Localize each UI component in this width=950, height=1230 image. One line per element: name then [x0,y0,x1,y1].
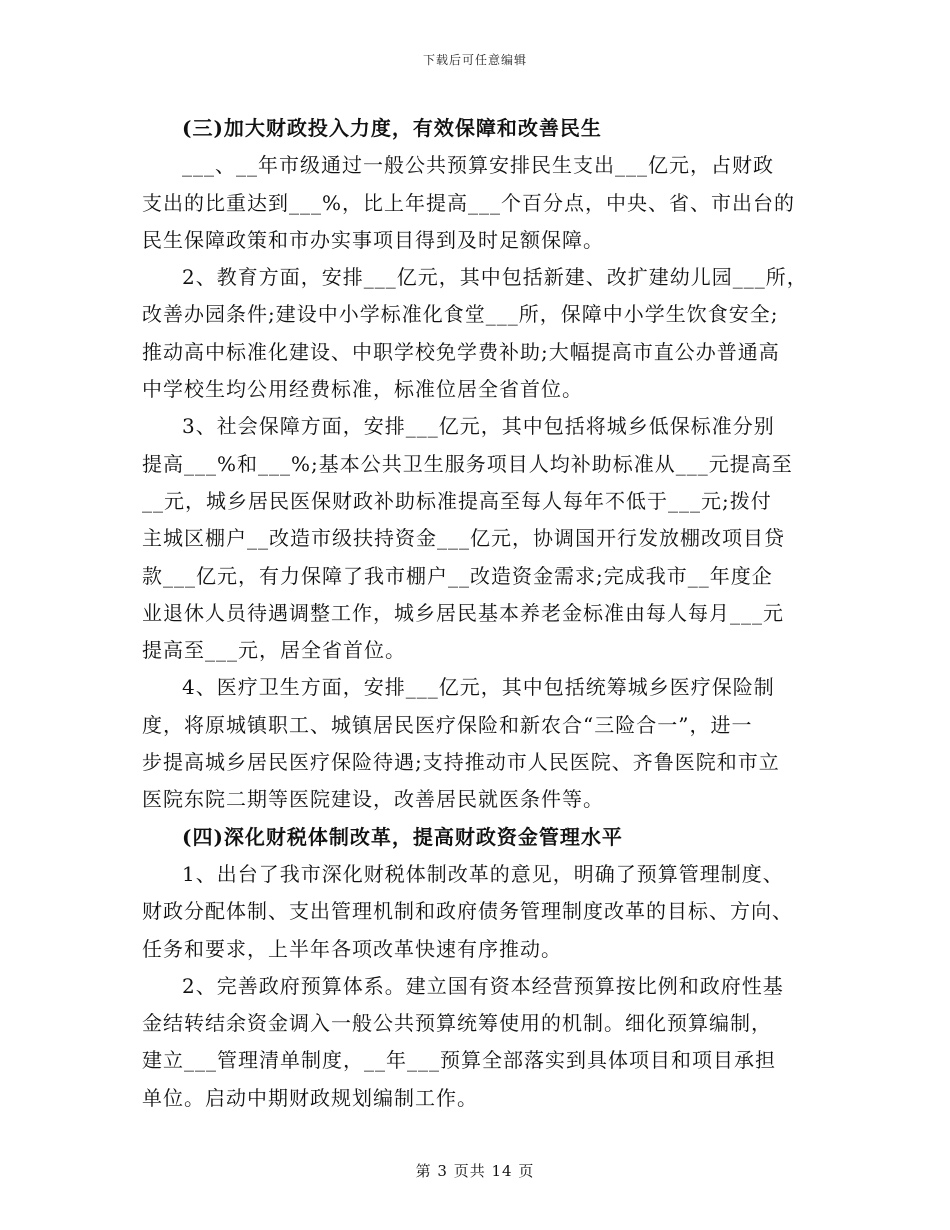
text-line: 1、出台了我市深化财税体制改革的意见，明确了预算管理制度、 [182,861,784,886]
text-line: 支出的比重达到___%，比上年提高___个百分点，中央、省、市出台的 [142,190,796,215]
text-line: 4、医疗卫生方面，安排___亿元，其中包括统筹城乡医疗保险制 [182,675,775,700]
text-line: __元，城乡居民医保财政补助标准提高至每人每年不低于___元;拨付 [142,488,772,513]
text-line: 财政分配体制、支出管理机制和政府债务管理制度改革的目标、方向、 [142,899,793,924]
text-line: 改善办园条件;建设中小学标准化食堂___所，保障中小学生饮食安全; [142,302,779,327]
text-line: 提高至___元，居全省首位。 [142,638,406,663]
text-line: 业退休人员待遇调整工作，城乡居民基本养老金标准由每人每月___元 [142,600,784,625]
section-heading: (四)深化财税体制改革，提高财政资金管理水平 [182,824,623,849]
page-header: 下载后可任意编辑 [422,53,527,67]
document-body [142,110,808,1117]
text-line: 任务和要求，上半年各项改革快速有序推动。 [142,936,562,961]
page-number-footer: 第 3 页共 14 页 [415,1162,535,1180]
text-line: 步提高城乡居民医疗保险待遇;支持推动市人民医院、齐鲁医院和市立 [142,750,780,775]
text-line: 金结转结余资金调入一般公共预算统筹使用的机制。细化预算编制， [142,1011,772,1036]
text-line: 单位。启动中期财政规划编制工作。 [142,1085,478,1110]
text-line: 3、社会保障方面，安排___亿元，其中包括将城乡低保标准分别 [182,414,775,439]
text-line: 提高___%和___%;基本公共卫生服务项目人均补助标准从___元提高至 [142,451,793,476]
text-line: 主城区棚户__改造市级扶持资金___亿元，协调国开行发放棚改项目贷 [142,526,785,551]
text-line: 建立___管理清单制度，__年___预算全部落实到具体项目和项目承担 [142,1048,776,1073]
text-line: 中学校生均公用经费标准，标准位居全省首位。 [142,377,583,402]
text-line: ___、__年市级通过一般公共预算安排民生支出___亿元，占财政 [182,153,774,178]
text-line: 2、完善政府预算体系。建立国有资本经营预算按比例和政府性基 [182,973,784,998]
text-line: 度，将原城镇职工、城镇居民医疗保险和新农合“三险合一”，进一 [142,712,753,737]
text-line: 民生保障政策和市办实事项目得到及时足额保障。 [142,227,604,252]
text-line: 推动高中标准化建设、中职学校免学费补助;大幅提高市直公办普通高 [142,339,780,364]
text-line: 2、教育方面，安排___亿元，其中包括新建、改扩建幼儿园___所， [182,265,808,290]
section-heading: (三)加大财政投入力度，有效保障和改善民生 [182,116,602,140]
text-line: 医院东院二期等医院建设，改善居民就医条件等。 [142,787,604,812]
text-line: 款___亿元，有力保障了我市棚户__改造资金需求;完成我市__年度企 [142,563,773,588]
